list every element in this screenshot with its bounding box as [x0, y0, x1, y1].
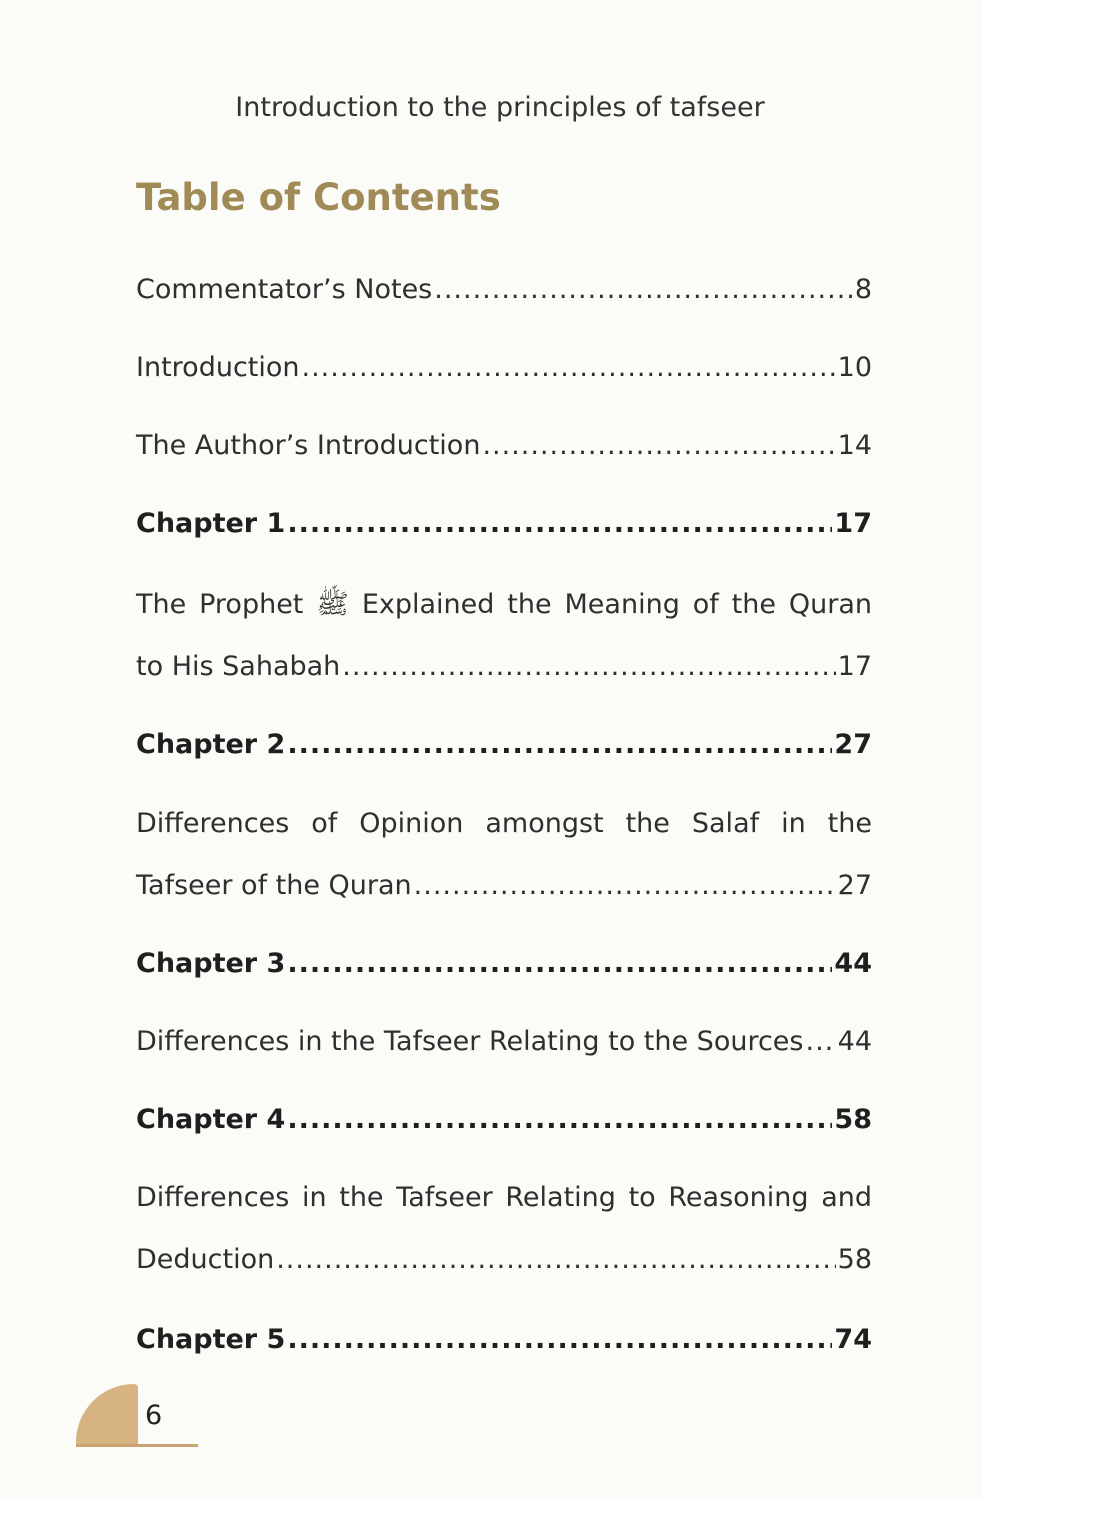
toc-entry-line1: Differences in the Tafseer Relating to Reasoning and	[136, 1182, 872, 1213]
toc-entry-line1: The Prophet ﷺ Explained the Meaning of the Quran	[136, 589, 872, 620]
toc-entry-label: Chapter 3	[136, 948, 286, 979]
leader-dots	[414, 868, 836, 904]
toc-chapter-entry	[136, 727, 872, 763]
toc-entry-page: 17	[834, 508, 872, 539]
toc-entry-page: 27	[837, 870, 872, 901]
leader-dots	[302, 350, 836, 386]
toc-entry-page: 27	[834, 729, 872, 760]
toc-entry-page: 44	[837, 1026, 872, 1057]
toc-entry	[136, 1024, 872, 1060]
toc-chapter-entry	[136, 946, 872, 982]
toc-entry-page: 58	[837, 1244, 872, 1275]
toc-entry	[136, 428, 872, 464]
toc-entry-label: Differences in the Tafseer Relating to the Sources	[136, 1026, 804, 1057]
toc-entry-page: 17	[837, 651, 872, 682]
toc-entry-label: Chapter 4	[136, 1104, 286, 1135]
leader-dots	[287, 1322, 832, 1358]
leader-dots	[276, 1242, 835, 1278]
toc-chapter-entry	[136, 1322, 872, 1358]
running-header: Introduction to the principles of tafseer	[235, 92, 765, 123]
toc-entry-label: Tafseer of the Quran	[136, 870, 412, 901]
page-number-tab	[76, 1384, 138, 1444]
leader-dots	[482, 428, 835, 464]
toc-entry	[136, 806, 872, 904]
leader-dots	[287, 727, 832, 763]
toc-entry	[136, 350, 872, 386]
toc-entry	[136, 1180, 872, 1278]
toc-entry	[136, 272, 872, 308]
toc-entry-page: 10	[837, 352, 872, 383]
leader-dots	[342, 649, 835, 685]
leader-dots	[434, 272, 853, 308]
toc-entry-label: to His Sahabah	[136, 651, 341, 682]
toc-entry-label: Deduction	[136, 1244, 275, 1275]
page-number: 6	[145, 1400, 163, 1431]
toc-entry-label: Commentator’s Notes	[136, 274, 433, 305]
leader-dots	[287, 1102, 832, 1138]
toc-entry-label: Introduction	[136, 352, 300, 383]
leader-dots	[806, 1024, 836, 1060]
toc-entry-page: 8	[854, 274, 872, 305]
toc-title: Table of Contents	[136, 176, 501, 219]
toc-chapter-entry	[136, 1102, 872, 1138]
toc-entry-label: Chapter 1	[136, 508, 286, 539]
toc-entry-page: 58	[834, 1104, 872, 1135]
toc-entry-page: 74	[834, 1324, 872, 1355]
leader-dots	[287, 946, 832, 982]
toc-entry	[136, 587, 872, 685]
toc-entry-label: The Author’s Introduction	[136, 430, 481, 461]
leader-dots	[287, 506, 832, 542]
footer-rule	[76, 1444, 198, 1447]
toc-entry-line1: Differences of Opinion amongst the Salaf in the	[136, 808, 872, 839]
toc-chapter-entry	[136, 506, 872, 542]
toc-entry-label: Chapter 2	[136, 729, 286, 760]
toc-entry-page: 14	[837, 430, 872, 461]
toc-entry-page: 44	[834, 948, 872, 979]
toc-entry-label: Chapter 5	[136, 1324, 286, 1355]
